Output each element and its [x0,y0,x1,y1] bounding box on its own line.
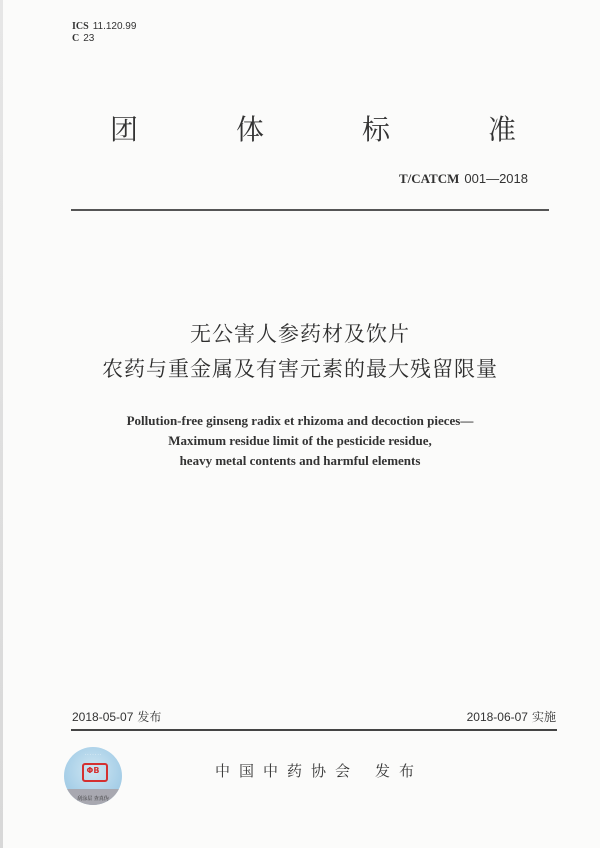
chinese-title-line-1: 无公害人参药材及饮片 [190,322,410,346]
ccs-value: 23 [83,33,95,44]
english-title-line-3: heavy metal contents and harmful elements [179,453,421,468]
ics-value: 11.120.99 [92,21,137,32]
scratch-band-text: 刮涂层 查真伪 [77,796,109,802]
english-title-line-2: Maximum residue limit of the pesticide residue, [168,433,432,448]
chinese-title-line-2: 农药与重金属及有害元素的最大残留限量 [102,357,498,381]
footer-divider [71,729,557,731]
standard-type-char: 体 [236,113,265,146]
issue-date [72,708,161,725]
publisher-action: 发布 [375,762,424,780]
standard-type-heading [0,110,600,150]
classification-codes [72,21,136,45]
standard-type-char: 团 [110,113,139,146]
standard-number-value: 001—2018 [464,171,528,186]
header-divider [71,209,549,211]
ccs-code [72,33,136,45]
ics-code [72,21,136,33]
sticker-logo-text: ΦB [86,766,100,775]
english-title-line-1: Pollution-free ginseng radix et rhizoma and decoction pieces— [126,413,474,428]
standard-type-char: 标 [362,113,391,146]
standard-number [399,171,528,187]
standard-number-prefix: T/CATCM [398,171,460,186]
implementation-date-value: 2018-06-07 [466,710,528,724]
standard-type-char: 准 [488,113,517,146]
ics-label: ICS [72,21,89,32]
publisher [215,760,423,781]
implementation-date-label: 实施 [531,710,556,724]
implementation-date [467,708,556,725]
anti-counterfeit-sticker [64,747,122,805]
ccs-label: C [72,33,80,44]
issue-date-value: 2018-05-07 [72,710,134,724]
issue-date-label: 发布 [137,710,162,724]
publisher-name: 中国中药协会 [215,762,360,780]
sticker-ring-text: · · · · · · · [84,752,102,757]
